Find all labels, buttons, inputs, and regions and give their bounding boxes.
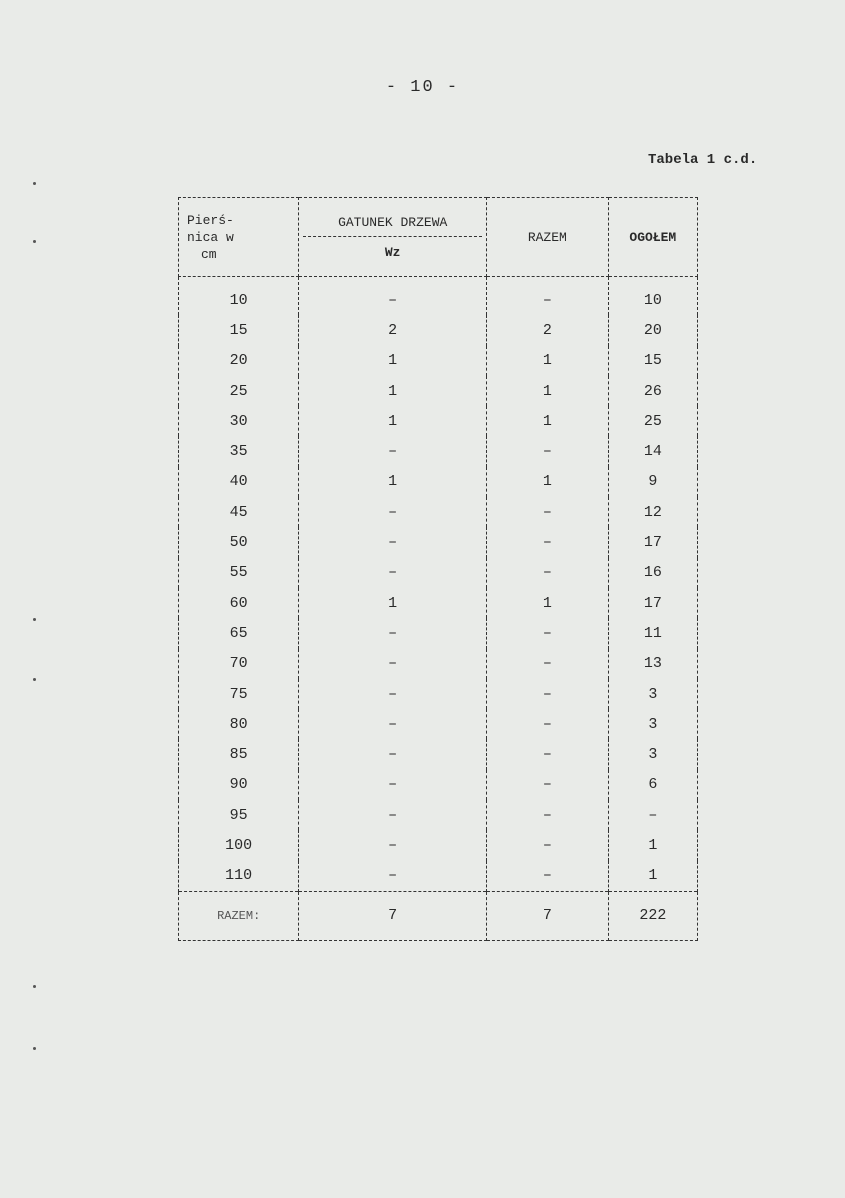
total-wz: 7 [299,891,487,940]
cell-razem: 1 [487,467,609,497]
cell-d: 10 [179,277,299,316]
header-ogolem: OGOŁEM [608,198,697,277]
cell-razem: 1 [487,376,609,406]
cell-ogolem: 12 [608,497,697,527]
table-row [179,588,698,618]
total-razem: 7 [487,891,609,940]
cell-d: 70 [179,649,299,679]
cell-ogolem: 26 [608,376,697,406]
cell-d: 30 [179,406,299,436]
cell-d: 100 [179,830,299,860]
cell-razem: – [487,861,609,892]
table-row [179,830,698,860]
page-number: - 10 - [385,78,460,97]
table-row [179,770,698,800]
cell-d: 55 [179,558,299,588]
cell-ogolem: 16 [608,558,697,588]
total-ogolem: 222 [608,891,697,940]
header-species-wz: Wz [303,236,482,260]
cell-wz: – [299,861,487,892]
table-row [179,527,698,557]
header-diameter-line: Pierś- [187,212,234,228]
table-row [179,376,698,406]
cell-razem: – [487,830,609,860]
cell-wz: – [299,277,487,316]
cell-wz: 2 [299,315,487,345]
diameter-table [178,197,698,941]
cell-wz: – [299,770,487,800]
table-row [179,800,698,830]
table-row [179,315,698,345]
cell-ogolem: 13 [608,649,697,679]
table-row [179,739,698,769]
table-row [179,406,698,436]
table-row [179,497,698,527]
cell-wz: – [299,800,487,830]
header-diameter-line: nica w [187,229,234,245]
cell-ogolem: 14 [608,436,697,466]
cell-razem: – [487,770,609,800]
cell-d: 85 [179,739,299,769]
cell-ogolem: 10 [608,277,697,316]
cell-wz: – [299,830,487,860]
header-species [299,198,487,277]
cell-d: 60 [179,588,299,618]
header-row [179,198,698,277]
cell-wz: 1 [299,376,487,406]
cell-wz: 1 [299,346,487,376]
table-row [179,346,698,376]
punch-mark [33,182,36,185]
table-row [179,277,698,316]
table-row [179,467,698,497]
cell-wz: – [299,739,487,769]
cell-razem: – [487,649,609,679]
cell-wz: – [299,618,487,648]
cell-ogolem: 3 [608,709,697,739]
punch-mark [33,618,36,621]
cell-ogolem: 1 [608,830,697,860]
cell-d: 90 [179,770,299,800]
cell-razem: – [487,436,609,466]
cell-razem: – [487,709,609,739]
cell-wz: 1 [299,467,487,497]
cell-d: 80 [179,709,299,739]
cell-d: 95 [179,800,299,830]
cell-d: 25 [179,376,299,406]
cell-ogolem: 11 [608,618,697,648]
cell-razem: – [487,527,609,557]
cell-d: 110 [179,861,299,892]
cell-ogolem: 9 [608,467,697,497]
cell-wz: – [299,436,487,466]
cell-razem: – [487,558,609,588]
table-title: Tabela 1 c.d. [648,152,758,168]
cell-d: 35 [179,436,299,466]
total-label: RAZEM: [179,891,299,940]
table-row [179,649,698,679]
cell-razem: – [487,679,609,709]
table-row [179,436,698,466]
cell-wz: – [299,558,487,588]
cell-ogolem: 17 [608,527,697,557]
cell-wz: – [299,679,487,709]
header-species-group: GATUNEK DRZEWA [338,214,448,230]
cell-razem: – [487,800,609,830]
table-row [179,861,698,892]
cell-wz: – [299,649,487,679]
cell-ogolem: 25 [608,406,697,436]
cell-d: 15 [179,315,299,345]
cell-ogolem: 3 [608,739,697,769]
cell-ogolem: – [608,800,697,830]
punch-mark [33,1047,36,1050]
table-row [179,618,698,648]
cell-wz: 1 [299,588,487,618]
table-row [179,709,698,739]
cell-razem: 2 [487,315,609,345]
cell-ogolem: 1 [608,861,697,892]
cell-razem: – [487,277,609,316]
cell-razem: 1 [487,346,609,376]
header-diameter-line: cm [201,246,217,262]
cell-ogolem: 20 [608,315,697,345]
cell-ogolem: 6 [608,770,697,800]
cell-d: 50 [179,527,299,557]
cell-d: 20 [179,346,299,376]
cell-razem: – [487,497,609,527]
cell-wz: – [299,527,487,557]
punch-mark [33,240,36,243]
cell-razem: 1 [487,406,609,436]
cell-d: 45 [179,497,299,527]
punch-mark [33,985,36,988]
cell-d: 75 [179,679,299,709]
header-diameter [179,198,299,277]
cell-ogolem: 17 [608,588,697,618]
total-row [179,891,698,940]
cell-razem: – [487,618,609,648]
cell-wz: – [299,497,487,527]
cell-wz: 1 [299,406,487,436]
cell-wz: – [299,709,487,739]
cell-d: 65 [179,618,299,648]
cell-razem: – [487,739,609,769]
cell-razem: 1 [487,588,609,618]
header-razem: RAZEM [487,198,609,277]
punch-mark [33,678,36,681]
table-row [179,679,698,709]
cell-d: 40 [179,467,299,497]
cell-ogolem: 3 [608,679,697,709]
cell-ogolem: 15 [608,346,697,376]
table-row [179,558,698,588]
